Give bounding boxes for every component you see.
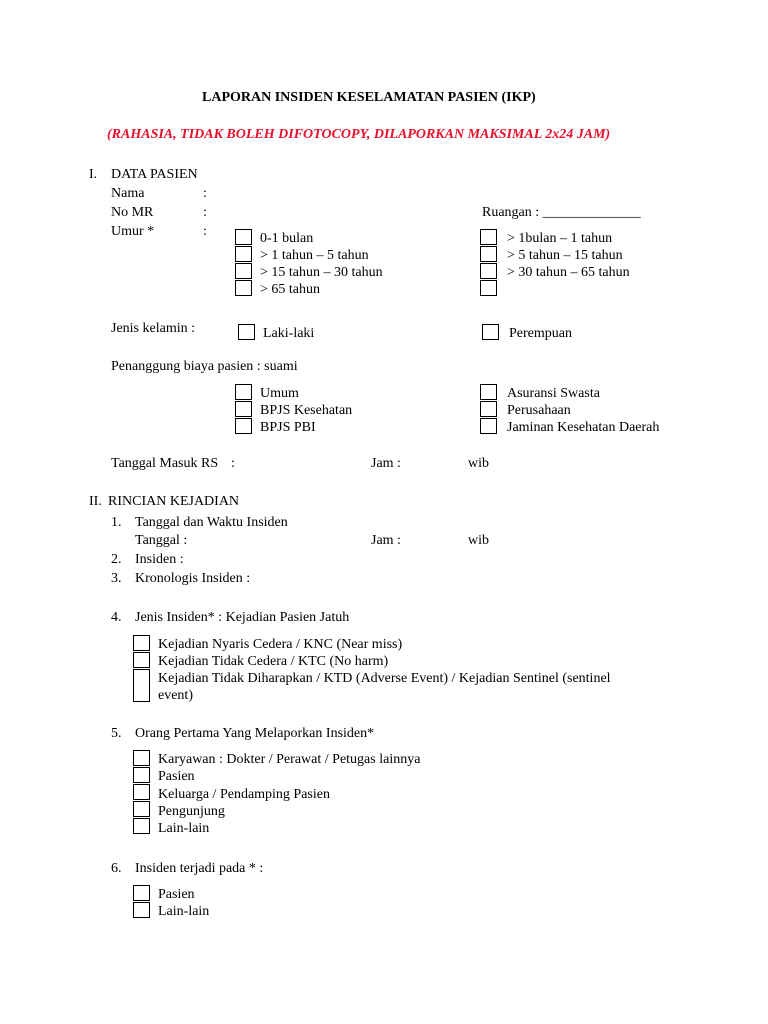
item-1-number: 1.: [111, 515, 122, 530]
pelapor-checkbox[interactable]: [133, 801, 150, 817]
pelapor-option: Karyawan : Dokter / Perawat / Petugas lainnya: [158, 752, 421, 767]
pelapor-checkbox[interactable]: [133, 818, 150, 834]
item-6-number: 6.: [111, 861, 122, 876]
section-1-heading: DATA PASIEN: [111, 167, 198, 182]
confidential-notice: (RAHASIA, TIDAK BOLEH DIFOTOCOPY, DILAPORKAN MAKSIMAL 2x24 JAM): [107, 127, 611, 142]
item-2-number: 2.: [111, 552, 122, 567]
biaya-option: Jaminan Kesehatan Daerah: [507, 420, 660, 435]
terjadi-option: Lain-lain: [158, 904, 210, 919]
tanggal-masuk-colon: :: [231, 456, 235, 471]
section-2-number: II.: [89, 494, 102, 509]
umur-colon: :: [203, 224, 207, 239]
tanggal-masuk-label: Tanggal Masuk RS: [111, 456, 219, 471]
jenis-insiden-option: Kejadian Nyaris Cedera / KNC (Near miss): [158, 637, 403, 652]
penanggung-biaya-label: Penanggung biaya pasien : suami: [111, 359, 298, 374]
item-6-label: Insiden terjadi pada * :: [135, 861, 264, 876]
umur-checkbox[interactable]: [480, 280, 497, 296]
item-4-number: 4.: [111, 610, 122, 625]
tanggal-insiden-label: Tanggal :: [135, 533, 188, 548]
pelapor-option: Pasien: [158, 769, 195, 784]
wib-label: wib: [468, 533, 489, 548]
section-2-heading: RINCIAN KEJADIAN: [108, 494, 240, 509]
terjadi-option: Pasien: [158, 887, 195, 902]
nama-colon: :: [203, 186, 207, 201]
umur-option: > 30 tahun – 65 tahun: [507, 265, 630, 280]
pelapor-checkbox[interactable]: [133, 767, 150, 783]
nomr-colon: :: [203, 205, 207, 220]
item-4-label: Jenis Insiden* : Kejadian Pasien Jatuh: [135, 610, 350, 625]
umur-checkbox[interactable]: [235, 229, 252, 245]
ruangan-field[interactable]: Ruangan : ______________: [482, 205, 641, 220]
biaya-option: Perusahaan: [507, 403, 571, 418]
item-5-number: 5.: [111, 726, 122, 741]
umur-label: Umur *: [111, 224, 155, 239]
jenis-insiden-checkbox[interactable]: [133, 669, 150, 702]
biaya-checkbox[interactable]: [480, 384, 497, 400]
pelapor-checkbox[interactable]: [133, 750, 150, 766]
biaya-checkbox[interactable]: [235, 401, 252, 417]
biaya-checkbox[interactable]: [480, 401, 497, 417]
jam-masuk-label: Jam :: [371, 456, 401, 471]
item-2-label: Insiden :: [135, 552, 184, 567]
jam-insiden-label: Jam :: [371, 533, 401, 548]
biaya-option: BPJS PBI: [260, 420, 316, 435]
pelapor-option: Lain-lain: [158, 821, 210, 836]
pelapor-checkbox[interactable]: [133, 784, 150, 800]
jenis-insiden-option: Kejadian Tidak Cedera / KTC (No harm): [158, 654, 389, 669]
perempuan-label: Perempuan: [509, 326, 572, 341]
page-title: LAPORAN INSIDEN KESELAMATAN PASIEN (IKP): [202, 90, 536, 105]
biaya-option: Asuransi Swasta: [507, 386, 600, 401]
umur-option: > 15 tahun – 30 tahun: [260, 265, 383, 280]
umur-option: > 65 tahun: [260, 282, 320, 297]
nama-label: Nama: [111, 186, 145, 201]
nomr-label: No MR: [111, 205, 154, 220]
umur-option: > 1 tahun – 5 tahun: [260, 248, 369, 263]
jenis-insiden-checkbox[interactable]: [133, 652, 150, 668]
biaya-checkbox[interactable]: [235, 384, 252, 400]
perempuan-checkbox[interactable]: [482, 324, 499, 340]
section-1-number: I.: [89, 167, 98, 182]
wib-label: wib: [468, 456, 489, 471]
item-3-label: Kronologis Insiden :: [135, 571, 251, 586]
laki-laki-label: Laki-laki: [263, 326, 315, 341]
umur-option: > 5 tahun – 15 tahun: [507, 248, 623, 263]
terjadi-checkbox[interactable]: [133, 902, 150, 918]
jenis-insiden-checkbox[interactable]: [133, 635, 150, 651]
item-1-label: Tanggal dan Waktu Insiden: [135, 515, 288, 530]
biaya-checkbox[interactable]: [235, 418, 252, 434]
biaya-option: Umum: [260, 386, 299, 401]
umur-checkbox[interactable]: [480, 246, 497, 262]
umur-option: 0-1 bulan: [260, 231, 314, 246]
pelapor-option: Keluarga / Pendamping Pasien: [158, 787, 330, 802]
biaya-checkbox[interactable]: [480, 418, 497, 434]
umur-checkbox[interactable]: [235, 280, 252, 296]
umur-checkbox[interactable]: [480, 229, 497, 245]
jenis-insiden-option: event): [158, 688, 193, 703]
laki-laki-checkbox[interactable]: [238, 324, 255, 340]
jenis-kelamin-label: Jenis kelamin :: [111, 321, 195, 336]
umur-option: > 1bulan – 1 tahun: [507, 231, 613, 246]
umur-checkbox[interactable]: [235, 263, 252, 279]
jenis-insiden-option: Kejadian Tidak Diharapkan / KTD (Adverse Event) / Kejadian Sentinel (sentinel: [158, 671, 611, 686]
umur-checkbox[interactable]: [235, 246, 252, 262]
item-5-label: Orang Pertama Yang Melaporkan Insiden*: [135, 726, 375, 741]
terjadi-checkbox[interactable]: [133, 885, 150, 901]
pelapor-option: Pengunjung: [158, 804, 225, 819]
umur-checkbox[interactable]: [480, 263, 497, 279]
biaya-option: BPJS Kesehatan: [260, 403, 353, 418]
item-3-number: 3.: [111, 571, 122, 586]
